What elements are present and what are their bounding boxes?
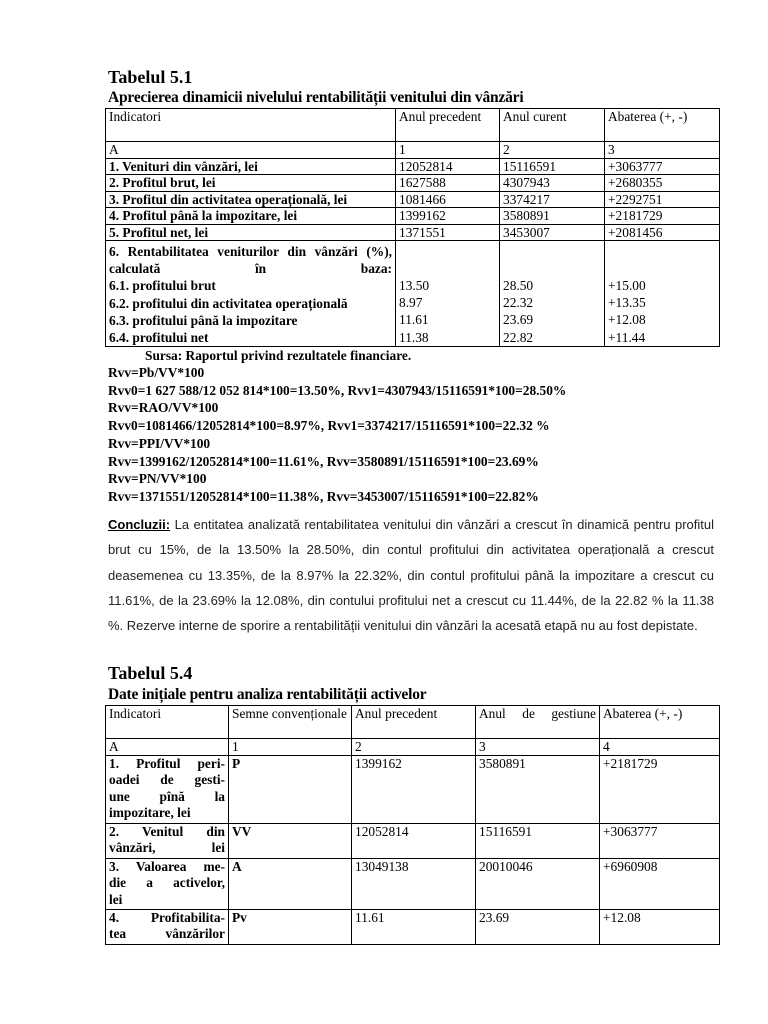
value-cell: 4307943 [500, 175, 605, 192]
header-cell: Indicatori [106, 109, 396, 142]
table-header-row [106, 109, 720, 142]
index-cell: 1 [396, 142, 500, 159]
indicator-line: 1. Profitul peri- [109, 755, 225, 771]
value-cell: 13049138 [352, 858, 476, 909]
indicator-line: tea vânzărilor [109, 926, 225, 941]
value-cell [605, 241, 720, 347]
table-row [106, 909, 720, 944]
symbol-cell: P [229, 755, 352, 823]
indicator-cell [106, 858, 229, 909]
indicator-line: 3. Valoarea me- [109, 858, 225, 874]
value-cell: 1399162 [396, 208, 500, 225]
index-cell: A [106, 142, 396, 159]
value-cell: 3580891 [500, 208, 605, 225]
indicator-cell [106, 241, 396, 347]
formula-line: Rvv=1371551/12052814*100=11.38%, Rvv=3453007/15116591*100=22.82% [108, 488, 539, 504]
index-row [106, 739, 720, 756]
group-title: 6. Rentabilitatea veniturilor din vânzări (%), calculată în baza: [109, 244, 392, 277]
formula-line: Rvv0=1 627 588/12 052 814*100=13.50%, Rvv1=4307943/15116591*100=28.50% [108, 382, 567, 398]
value: 28.50 [503, 278, 534, 293]
header-cell: Abaterea (+, -) [605, 109, 720, 142]
index-row [106, 142, 720, 159]
formula-block [108, 364, 566, 506]
sub-indicator: 6.4. profitului net [109, 330, 209, 346]
value: 22.32 [503, 295, 534, 311]
value-cell: 15116591 [500, 158, 605, 175]
value-cell: +2181729 [600, 755, 720, 823]
symbol-cell: A [229, 858, 352, 909]
value-cell: 1371551 [396, 224, 500, 241]
sub-indicator: 6.1. profitului brut [109, 278, 216, 294]
value-cell [500, 241, 605, 347]
index-cell: 4 [600, 739, 720, 756]
header-cell: Semne convenționale [229, 706, 352, 739]
indicator-cell: 4. Profitul până la impozitare, lei [106, 208, 396, 225]
value: 22.82 [503, 329, 534, 345]
table-5-4 [105, 705, 720, 945]
indicator-cell: 3. Profitul din activitatea operațională, lei [106, 191, 396, 208]
conclusion-paragraph [108, 512, 714, 638]
value: 13.50 [399, 278, 430, 293]
value-cell: +2081456 [605, 224, 720, 241]
value: 8.97 [399, 295, 423, 311]
value: +12.08 [608, 312, 646, 328]
header-cell: Anul de gestiune [476, 706, 600, 739]
indicator-cell: 2. Venitul din vânzări, lei [106, 823, 229, 858]
value-cell: 3453007 [500, 224, 605, 241]
value-cell: +2181729 [605, 208, 720, 225]
value: 23.69 [503, 312, 534, 328]
value: 11.38 [399, 329, 429, 345]
index-cell: 3 [476, 739, 600, 756]
table-5-1-subtitle: Aprecierea dinamicii nivelului rentabilității venitului din vânzări [108, 89, 524, 106]
indicator-cell [106, 909, 229, 944]
table-row [106, 224, 720, 241]
formula-line: Rvv=PPI/VV*100 [108, 435, 211, 451]
indicator-line: oadei de gesti- [109, 772, 225, 787]
sub-indicator: 6.3. profitului până la impozitare [109, 312, 298, 328]
indicator-line: une pînă la [109, 788, 225, 804]
table-source-note: Sursa: Raportul privind rezultatele financiare. [145, 348, 412, 363]
value-cell: 1081466 [396, 191, 500, 208]
index-cell: 2 [500, 142, 605, 159]
index-cell: 1 [229, 739, 352, 756]
table-row [106, 158, 720, 175]
value-cell: 15116591 [476, 823, 600, 858]
value: +15.00 [608, 278, 646, 293]
table-row [106, 755, 720, 823]
value-cell: +3063777 [605, 158, 720, 175]
table-row [106, 858, 720, 909]
header-cell: Anul precedent [396, 109, 500, 142]
formula-line: Rvv=Pb/VV*100 [108, 365, 205, 380]
formula-line: Rvv0=1081466/12052814*100=8.97%, Rvv1=3374217/15116591*100=22.32 % [108, 418, 550, 434]
conclusion-label: Concluzii: [108, 517, 171, 532]
value-cell: 3374217 [500, 191, 605, 208]
header-cell: Anul curent [500, 109, 605, 142]
formula-line: Rvv=PN/VV*100 [108, 471, 207, 487]
formula-line: Rvv=RAO/VV*100 [108, 400, 219, 416]
value-cell: +12.08 [600, 909, 720, 944]
value-cell: 3580891 [476, 755, 600, 823]
conclusion-text: La entitatea analizată rentabilitatea venitului din vânzări a crescut în dinamică pentru profitul brut cu 15%, de la 13.50% la 28.50%, din contul profitului din activitatea operațională a crescut deasemenea cu 13.35%, de la 8.97% la 22.32%, din contul profitului până la impozitare a crescut cu 11.61%, de la 23.69% la 12.08%, din contului profitului net a crescut cu 11.44%, de la 22.82 % la 11.38 %. Rezerve interne de sporire a rentabilității venitului din vânzări la acesată etapă nu au fost depistate. [108, 517, 714, 634]
value-cell: 11.61 [352, 909, 476, 944]
table-5-4-title: Tabelul 5.4 [108, 663, 193, 683]
indicator-line: die a activelor, [109, 875, 225, 890]
value-cell: 1627588 [396, 175, 500, 192]
indicator-cell: 1. Venituri din vânzări, lei [106, 158, 396, 175]
table-5-1-title: Tabelul 5.1 [108, 67, 193, 87]
value: 11.61 [399, 312, 429, 328]
indicator-line: impozitare, lei [109, 805, 191, 820]
value-cell: +6960908 [600, 858, 720, 909]
table-row [106, 208, 720, 225]
value-cell: 12052814 [396, 158, 500, 175]
index-cell: 3 [605, 142, 720, 159]
table-header-row [106, 706, 720, 739]
symbol-cell: VV [229, 823, 352, 858]
table-row [106, 823, 720, 858]
table-5-4-subtitle: Date inițiale pentru analiza rentabilității activelor [108, 686, 427, 703]
value: +11.44 [608, 329, 646, 345]
indicator-line: 4. Profitabilita- [109, 909, 225, 925]
value-cell: 12052814 [352, 823, 476, 858]
value-cell: 23.69 [476, 909, 600, 944]
formula-line: Rvv=1399162/12052814*100=11.61%, Rvv=3580891/15116591*100=23.69% [108, 453, 539, 469]
header-cell: Abaterea (+, -) [600, 706, 720, 739]
table-row [106, 175, 720, 192]
indicator-cell [106, 755, 229, 823]
value-cell: +2292751 [605, 191, 720, 208]
indicator-cell: 2. Profitul brut, lei [106, 175, 396, 192]
value-cell: 20010046 [476, 858, 600, 909]
value-cell: +2680355 [605, 175, 720, 192]
indicator-cell: 5. Profitul net, lei [106, 224, 396, 241]
table-row-group [106, 241, 720, 347]
index-cell: A [106, 739, 229, 756]
value-cell: 1399162 [352, 755, 476, 823]
header-cell: Anul precedent [352, 706, 476, 739]
value-cell [396, 241, 500, 347]
symbol-cell [229, 909, 352, 944]
value-cell: +3063777 [600, 823, 720, 858]
header-cell: Indicatori [106, 706, 229, 739]
index-cell: 2 [352, 739, 476, 756]
table-row [106, 191, 720, 208]
symbol-text: Pv [232, 909, 247, 925]
sub-indicator: 6.2. profitului din activitatea operațională [109, 295, 348, 311]
value: +13.35 [608, 295, 646, 311]
indicator-line: lei [109, 891, 123, 907]
table-5-1 [105, 108, 720, 347]
